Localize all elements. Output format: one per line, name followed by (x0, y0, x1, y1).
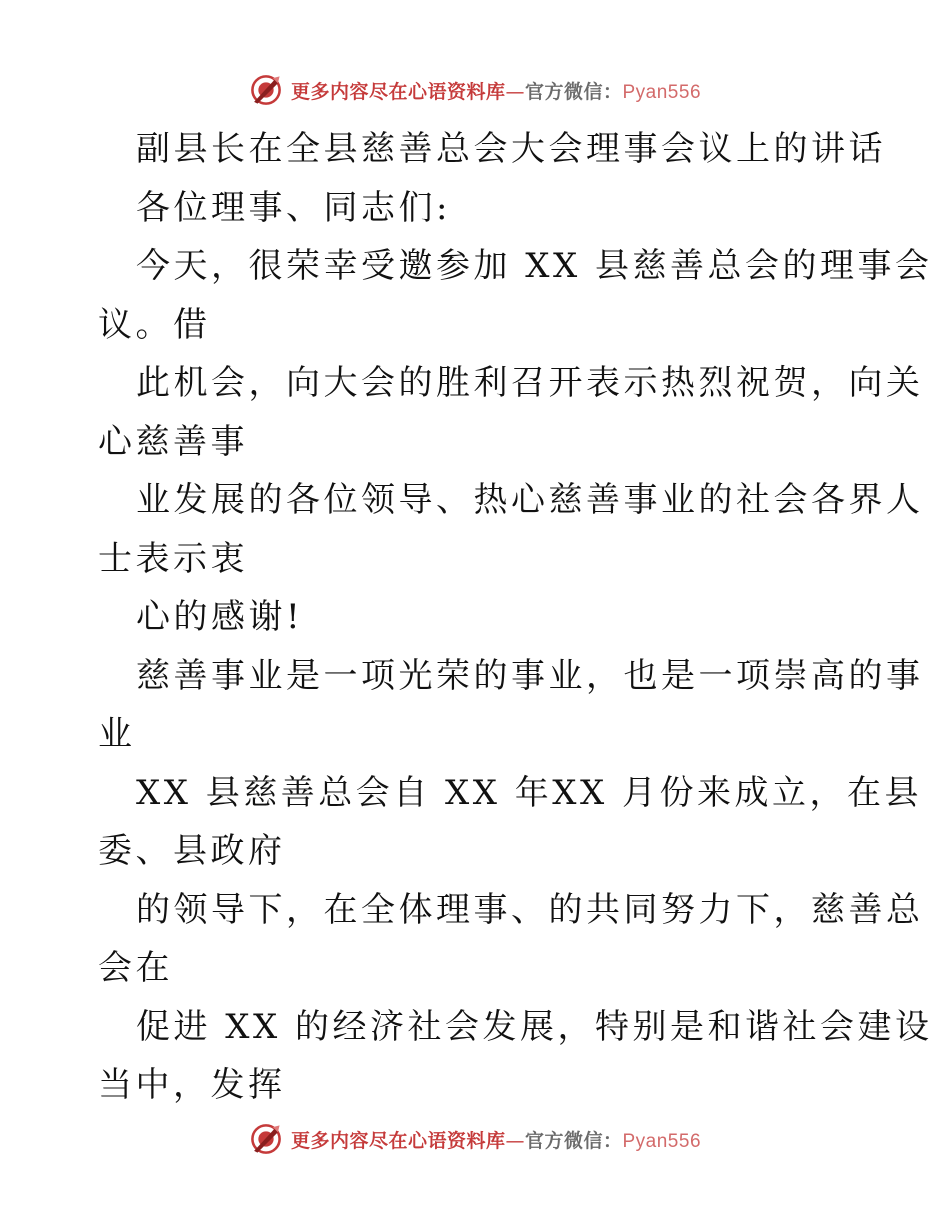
paragraph-line: 今天，很荣幸受邀参加 XX 县慈善总会的理事会 (136, 246, 933, 286)
header-banner-wechat-id: Pyan556 (622, 81, 702, 103)
paragraph-line: 慈善事业是一项光荣的事业，也是一项崇高的事 (136, 655, 924, 696)
paragraph-line: 委、县政府 (98, 831, 286, 871)
paragraph-line: 士表示衷 (98, 538, 248, 579)
header-banner-slogan: 更多内容尽在心语资料库 (290, 80, 506, 103)
paragraph-line: 促进 XX 的经济社会发展，特别是和谐社会建设 (136, 1006, 933, 1047)
footer-banner-wechat-label: 官方微信： (524, 1129, 623, 1152)
header-banner-text (291, 77, 701, 104)
header-banner-wechat-label: 官方微信： (524, 80, 623, 103)
document-body (98, 120, 933, 1115)
paragraph-line: 议。借 (98, 304, 211, 345)
document-salutation: 各位理事、同志们: (136, 187, 451, 228)
paragraph-line: 业发展的各位领导、热心慈善事业的社会各界人 (136, 480, 924, 520)
footer-banner-dash: — (505, 1129, 525, 1152)
header-banner-dash: — (505, 80, 525, 103)
header-banner (0, 70, 950, 110)
footer-banner-slogan: 更多内容尽在心语资料库 (290, 1129, 506, 1152)
document-title: 副县长在全县慈善总会大会理事会议上的讲话 (136, 129, 886, 169)
feather-pen-circle-icon (249, 1122, 283, 1156)
paragraph-line: XX 县慈善总会自 XX 年XX 月份来成立，在县 (136, 772, 922, 813)
footer-banner-wechat-id: Pyan556 (622, 1130, 702, 1152)
paragraph-line: 心慈善事 (98, 421, 248, 462)
paragraph-line: 心的感谢! (136, 597, 304, 637)
paragraph-line: 当中，发挥 (98, 1065, 286, 1105)
paragraph-line: 此机会，向大会的胜利召开表示热烈祝贺，向关 (136, 363, 924, 403)
footer-banner-text (291, 1126, 701, 1153)
paragraph-line: 业 (98, 714, 136, 754)
paragraph-line: 会在 (98, 948, 173, 988)
feather-pen-circle-icon (249, 73, 283, 107)
footer-banner (0, 1119, 950, 1159)
paragraph-line: 的领导下，在全体理事、的共同努力下，慈善总 (136, 889, 924, 930)
